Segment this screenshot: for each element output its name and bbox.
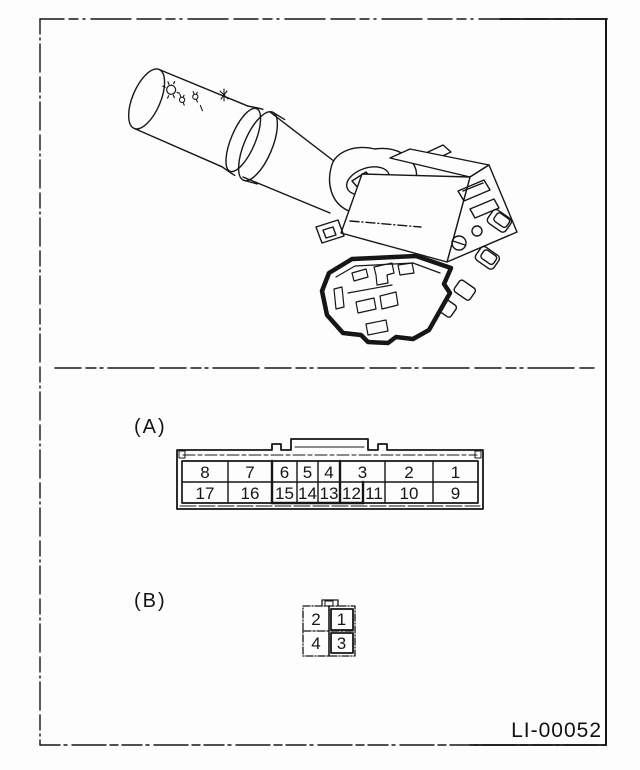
pin-a-3: 3 [357, 462, 368, 482]
pin-a-5: 5 [302, 462, 313, 482]
pin-a-15: 15 [275, 483, 294, 503]
pin-a-14: 14 [298, 483, 317, 503]
pin-a-12: 12 [342, 483, 361, 503]
pin-b-4: 4 [311, 633, 321, 653]
pin-a-4: 4 [324, 462, 334, 482]
connector-b-label: (B) [134, 590, 167, 612]
pin-a-16: 16 [240, 483, 260, 503]
connector-socket [322, 256, 451, 343]
pin-a-1: 1 [450, 462, 461, 482]
figure-code: LI-00052 [511, 719, 602, 742]
pin-a-8: 8 [200, 462, 210, 482]
pin-b-2: 2 [311, 609, 321, 629]
pin-b-1: 1 [336, 610, 347, 629]
lever-knob [119, 59, 285, 185]
pin-a-2: 2 [404, 462, 414, 482]
pin-a-9: 9 [450, 483, 461, 503]
pin-a-11: 11 [365, 483, 383, 503]
connector-a-label: (A) [134, 416, 167, 438]
lever-illustration [119, 59, 517, 343]
pin-b-3: 3 [336, 633, 347, 653]
pin-a-10: 10 [399, 483, 419, 503]
parking-light-icon [177, 86, 208, 112]
pin-a-6: 6 [279, 462, 290, 482]
pin-a-13: 13 [319, 483, 339, 503]
pin-a-17: 17 [195, 483, 215, 503]
pin-a-7: 7 [245, 462, 255, 482]
